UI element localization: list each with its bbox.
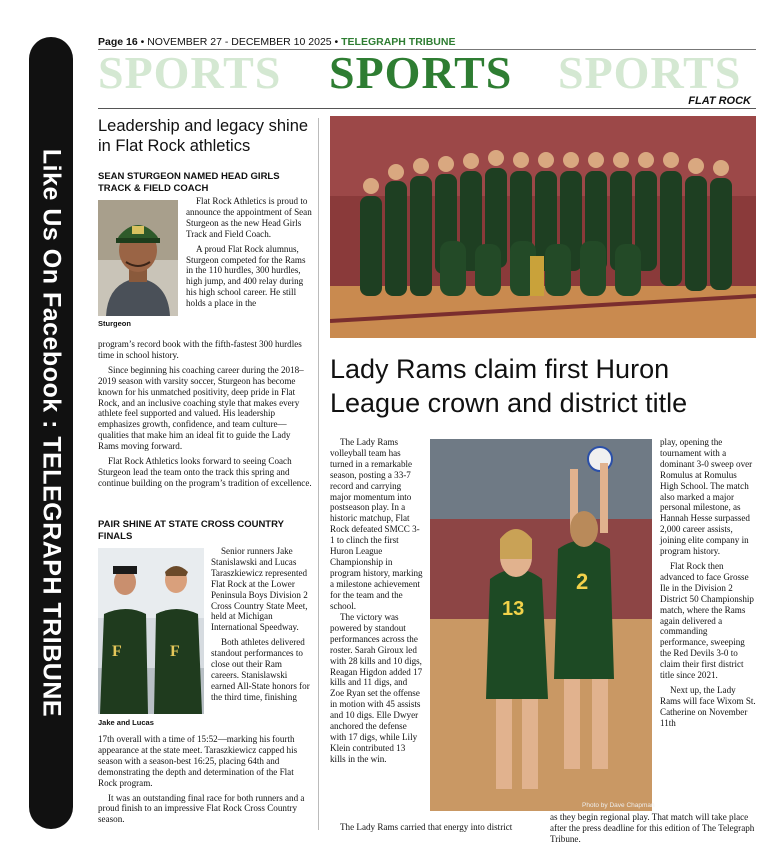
section-title: SPORTS [329, 47, 513, 98]
story2-paragraph: It was an outstanding final race for both runners and a proud finish to an impressive Flat Rock Cross Country season. [98, 792, 305, 825]
section-title-left: SPORTS [98, 47, 282, 98]
issue-dates: NOVEMBER 27 - DECEMBER 10 2025 [147, 36, 332, 48]
page-number: Page 16 [98, 36, 138, 48]
band-rule [98, 108, 756, 109]
story2-text-wrap [211, 546, 312, 703]
svg-text:2: 2 [576, 569, 589, 594]
page-header-line: Page 16 • NOVEMBER 27 - DECEMBER 10 2025 • TELEGRAPH TRIBUNE [98, 36, 456, 48]
story2-text-full [98, 734, 312, 825]
runners-caption: Jake and Lucas [98, 718, 154, 727]
left-headline: Leadership and legacy shine in Flat Rock athletics [98, 117, 309, 155]
right-paragraph: The Lady Rams volleyball team has turned in a remarkable season, posting a 33-7 record and carrying major momentum into postseason play. In a historic matchup, Flat Rock defeated SMCC 3-1 to clinch the first Huron League Championship in program history, marking a milestone achievement for the team and the school. [330, 437, 423, 611]
story2-paragraph: 17th overall with a time of 15:52—marking his fourth appearance at the state meet. Taraszkiewicz capped his season with a season-best 16:25, placing 64th and demonstrating the depth and determination of the Flat Rock program. [98, 734, 298, 788]
right-paragraph: Next up, the Lady Rams will face Wixom St. Catherine on November 11th [660, 684, 756, 728]
story1-paragraph: Flat Rock Athletics is proud to announce the appointment of Sean Sturgeon as the new Head Girls Track and Field Coach. [186, 196, 312, 239]
svg-text:F: F [112, 643, 122, 660]
right-col1-text-3 [330, 822, 545, 833]
sturgeon-photo [98, 200, 178, 316]
paper-name: TELEGRAPH TRIBUNE [341, 36, 456, 48]
right-paragraph: as they begin regional play. That match will take place after the press deadline for this edition of The Telegraph Tribune. [550, 812, 755, 844]
runners-photo [98, 548, 204, 714]
story1-paragraph: A proud Flat Rock alumnus, Sturgeon competed for the Rams in the 110 hurdles, 300 hurdles, high jump, and 400 relay during his high school career. He still holds a place in the [186, 243, 306, 309]
svg-text:F: F [170, 643, 180, 660]
right-col2-text-full [550, 812, 756, 845]
column-divider [318, 118, 319, 830]
story2-paragraph: Senior runners Jake Stanislawski and Lucas Taraszkiewicz represented Flat Rock at the Lower Peninsula Boys Division 2 Cross Country State Meet, held at Michigan International Speedway. [211, 546, 308, 633]
right-col2-text [660, 437, 756, 729]
story2-subhead: PAIR SHINE AT STATE CROSS COUNTRY FINALS [98, 519, 284, 542]
team-photo [330, 116, 756, 338]
right-paragraph: Flat Rock then advanced to face Grosse Ile in the Division 2 District 50 Championship match, where the Rams again delivered a commanding performance, sweeping the Red Devils 3-0 to claim their first district title since 2021. [660, 560, 754, 681]
photo-credit: Photo by Dave Chapman [582, 802, 655, 809]
svg-text:13: 13 [502, 598, 525, 620]
story1-subhead: SEAN STURGEON NAMED HEAD GIRLS TRACK & FIELD COACH [98, 171, 280, 194]
right-paragraph: The Lady Rams carried that energy into district [340, 822, 513, 832]
story1-paragraph: Flat Rock Athletics looks forward to seeing Coach Sturgeon lead the team onto the track this spring and continue building on the program’s tradition of excellence. [98, 456, 312, 488]
story1-paragraph: Since beginning his coaching career during the 2018–2019 season with varsity soccer, Sturgeon has become known for his unmatched positivity, deep pride in Flat Rock, and an inclusive coaching style that makes every athlete feel supported and valued. His leadership emphasizes growth, confidence, and team culture—qualities that make him an ideal fit to guide the Lady Rams moving forward. [98, 364, 304, 452]
right-col1-text-2 [330, 612, 423, 765]
right-paragraph: play, opening the tournament with a dominant 3-0 sweep over Romulus at Romulus High School. The match also marked a major personal milestone, as Hannah Hesse surpassed 2,000 career assists, joining elite company in program history. [660, 437, 753, 557]
right-col1-text [330, 437, 423, 612]
sturgeon-caption: Sturgeon [98, 319, 131, 328]
story1-text-full [98, 339, 312, 489]
right-headline: Lady Rams claim first Huron League crown and district title [330, 354, 688, 418]
section-title-right: SPORTS [558, 47, 742, 98]
right-paragraph: The victory was powered by standout performances across the roster. Sarah Giroux led with 28 kills and 10 digs, Reagan Higdon added 17 kills and 11 digs, and Zoe Ryan set the offense in motion with 45 assists and 10 digs. Elle Dwyer anchored the defense with 17 digs, while Lily Klein contributed 13 kills in the win. [330, 612, 423, 764]
volleyball-photo [430, 439, 652, 811]
story1-paragraph: program’s record book with the fifth-fastest 300 hurdles time in school history. [98, 339, 302, 360]
story1-text-wrap [186, 196, 312, 309]
location-label: FLAT ROCK [688, 95, 751, 107]
story2-paragraph: Both athletes delivered standout performances to close out their Ram careers. Stanislawski earned All-State honors for the third time, finishing [211, 637, 310, 702]
facebook-sidebar-text: Like Us On Facebook : TELEGRAPH TRIBUNE [37, 148, 66, 718]
